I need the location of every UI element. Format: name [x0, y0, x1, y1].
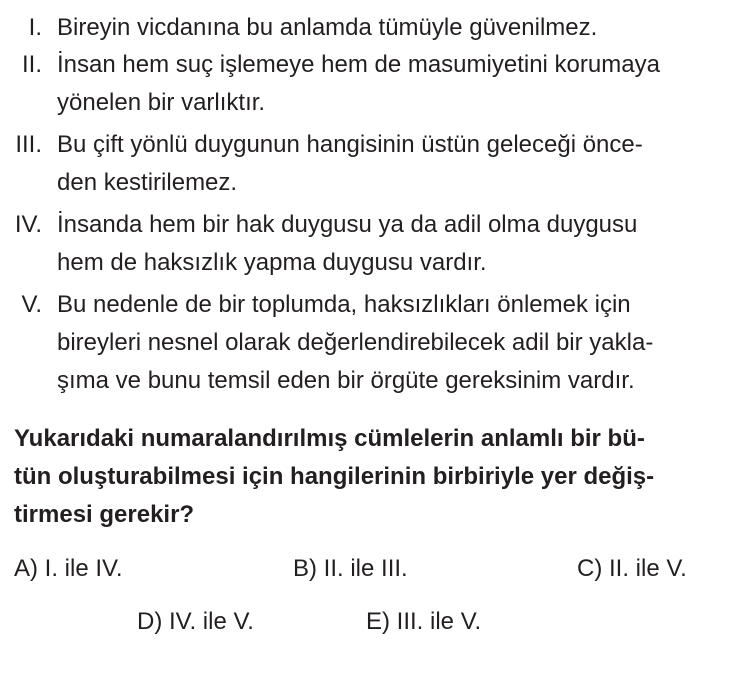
question-line: tirmesi gerekir?	[14, 501, 195, 528]
statement-numeral: II.	[21, 51, 42, 78]
statement-numeral: IV.	[14, 211, 42, 238]
option-a[interactable]: A) I. ile IV.	[14, 555, 123, 582]
statement-numeral: III.	[15, 131, 42, 158]
statement-text	[57, 46, 697, 122]
statement-line: den kestirilemez.	[57, 169, 238, 196]
statement-line: şıma ve bunu temsil eden bir örgüte gereksinim vardır.	[57, 367, 635, 394]
statement-text	[57, 9, 697, 47]
statement-line: Bu çift yönlü duygunun hangisinin üstün geleceği önce-	[57, 131, 643, 158]
option-c[interactable]: C) II. ile V.	[577, 555, 687, 582]
statement-text	[57, 206, 697, 282]
question-line: Yukarıdaki numaralandırılmış cümlelerin anlamlı bir bü-	[14, 425, 645, 452]
question-stem	[14, 420, 714, 534]
statement-text	[57, 286, 697, 400]
option-b[interactable]: B) II. ile III.	[293, 555, 408, 582]
option-e[interactable]: E) III. ile V.	[366, 608, 482, 635]
statement-text	[57, 126, 697, 202]
option-d[interactable]: D) IV. ile V.	[137, 608, 254, 635]
statement-numeral: I.	[28, 14, 42, 41]
statement-line: Bu nedenle de bir toplumda, haksızlıkları önlemek için	[57, 291, 631, 318]
statement-numeral: V.	[21, 291, 42, 318]
statement-line: hem de haksızlık yapma duygusu vardır.	[57, 249, 487, 276]
statement-line: İnsanda hem bir hak duygusu ya da adil olma duygusu	[57, 211, 638, 238]
statement-line: yönelen bir varlıktır.	[57, 89, 266, 116]
statement-line: bireyleri nesnel olarak değerlendirebilecek adil bir yakla-	[57, 329, 654, 356]
statement-line: Bireyin vicdanına bu anlamda tümüyle güvenilmez.	[57, 14, 598, 41]
question-line: tün oluşturabilmesi için hangilerinin birbiriyle yer değiş-	[14, 463, 655, 490]
statement-line: İnsan hem suç işlemeye hem de masumiyetini korumaya	[57, 51, 660, 78]
